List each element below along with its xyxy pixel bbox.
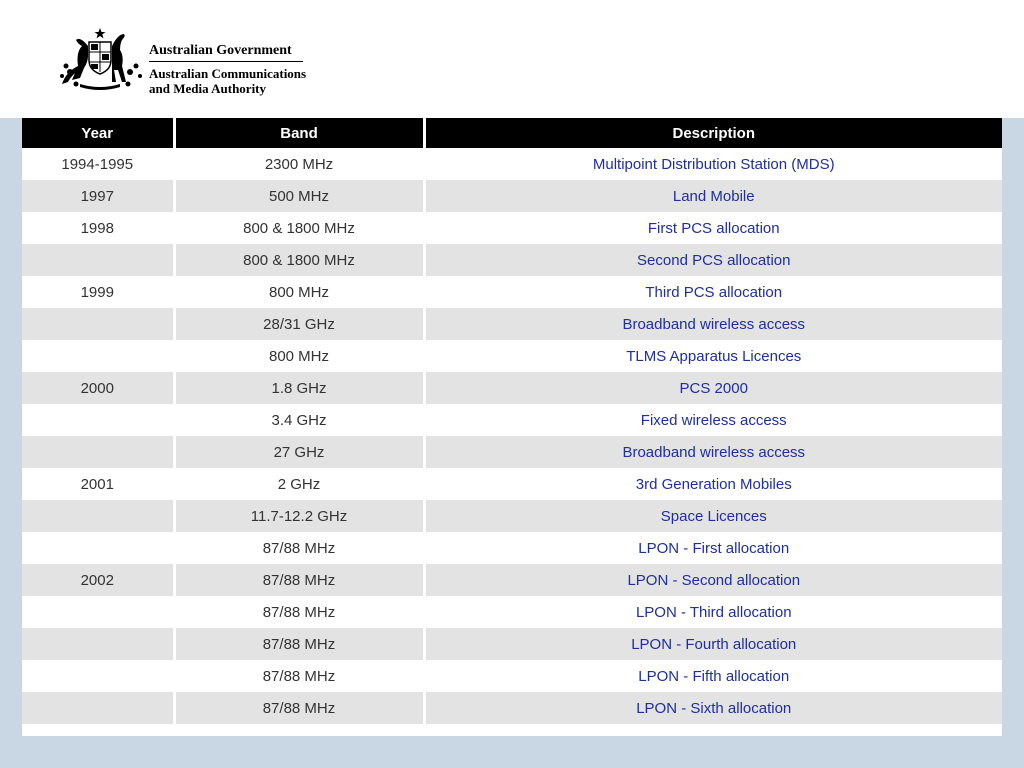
band-cell: 800 & 1800 MHz	[174, 244, 424, 276]
table-row	[22, 628, 1002, 660]
description-cell: Fixed wireless access	[640, 411, 787, 429]
allocation-table	[22, 118, 1002, 724]
description-cell: TLMS Apparatus Licences	[626, 347, 802, 365]
description-cell: Multipoint Distribution Station (MDS)	[592, 155, 835, 173]
year-cell: 1997	[22, 180, 174, 212]
header-bar	[0, 0, 1024, 118]
band-cell: 500 MHz	[174, 180, 424, 212]
year-cell	[22, 532, 174, 564]
column-header-band: Band	[174, 118, 424, 148]
description-cell: Third PCS allocation	[645, 283, 783, 301]
column-header-year: Year	[22, 118, 174, 148]
year-cell	[22, 404, 174, 436]
band-cell: 87/88 MHz	[174, 564, 424, 596]
description-cell: LPON - Second allocation	[424, 564, 1002, 596]
year-cell: 2002	[22, 564, 174, 596]
band-cell: 28/31 GHz	[174, 308, 424, 340]
band-cell: 800 MHz	[174, 340, 424, 372]
table-row	[22, 244, 1002, 276]
band-cell: 87/88 MHz	[174, 532, 424, 564]
description-cell: LPON - Sixth allocation	[424, 692, 1002, 724]
description-cell: LPON - First allocation	[638, 539, 790, 557]
band-cell: 3.4 GHz	[174, 404, 424, 436]
table-row	[22, 660, 1002, 692]
band-cell: 87/88 MHz	[174, 628, 424, 660]
year-cell: 1999	[22, 276, 174, 308]
table-row	[22, 372, 1002, 404]
table-row	[22, 308, 1002, 340]
table-row	[22, 692, 1002, 724]
band-cell: 87/88 MHz	[174, 660, 424, 692]
table-row	[22, 532, 1002, 564]
table-row	[22, 340, 1002, 372]
description-cell: Broadband wireless access	[424, 436, 1002, 468]
description-cell: LPON - Fifth allocation	[638, 667, 790, 685]
year-cell	[22, 436, 174, 468]
org-line-2: Australian Communications	[149, 66, 307, 81]
table-row	[22, 404, 1002, 436]
year-cell	[22, 308, 174, 340]
org-line-3: and Media Authority	[149, 81, 267, 96]
description-cell: LPON - Fourth allocation	[424, 628, 1002, 660]
year-cell: 1998	[22, 212, 174, 244]
year-cell	[22, 244, 174, 276]
coat-of-arms-icon	[58, 26, 144, 90]
year-cell	[22, 660, 174, 692]
band-cell: 11.7-12.2 GHz	[174, 500, 424, 532]
table-row	[22, 596, 1002, 628]
year-cell	[22, 500, 174, 532]
year-cell	[22, 628, 174, 660]
description-cell: Broadband wireless access	[424, 308, 1002, 340]
organisation-name	[149, 43, 306, 96]
table-row	[22, 436, 1002, 468]
year-cell: 2001	[22, 468, 174, 500]
band-cell: 2 GHz	[174, 468, 424, 500]
band-cell: 1.8 GHz	[174, 372, 424, 404]
band-cell: 87/88 MHz	[174, 596, 424, 628]
column-header-description: Description	[424, 118, 1002, 148]
year-cell: 1994-1995	[22, 148, 174, 180]
table-row	[22, 276, 1002, 308]
band-cell: 27 GHz	[174, 436, 424, 468]
table-row	[22, 212, 1002, 244]
year-cell: 2000	[22, 372, 174, 404]
spectrum-allocation-table	[22, 118, 1002, 736]
org-line-1: Australian Government	[149, 43, 303, 62]
table-row	[22, 500, 1002, 532]
year-cell	[22, 340, 174, 372]
band-cell: 800 MHz	[174, 276, 424, 308]
description-cell: LPON - Third allocation	[635, 603, 792, 621]
description-cell: 3rd Generation Mobiles	[635, 475, 792, 493]
description-cell: Land Mobile	[424, 180, 1002, 212]
table-row	[22, 564, 1002, 596]
description-cell: Space Licences	[424, 500, 1002, 532]
year-cell	[22, 692, 174, 724]
description-cell: First PCS allocation	[647, 219, 780, 237]
description-cell: Second PCS allocation	[424, 244, 1002, 276]
table-row	[22, 180, 1002, 212]
band-cell: 2300 MHz	[174, 148, 424, 180]
description-cell: PCS 2000	[424, 372, 1002, 404]
table-row	[22, 148, 1002, 180]
table-row	[22, 468, 1002, 500]
band-cell: 87/88 MHz	[174, 692, 424, 724]
year-cell	[22, 596, 174, 628]
band-cell: 800 & 1800 MHz	[174, 212, 424, 244]
table-header-row	[22, 118, 1002, 148]
